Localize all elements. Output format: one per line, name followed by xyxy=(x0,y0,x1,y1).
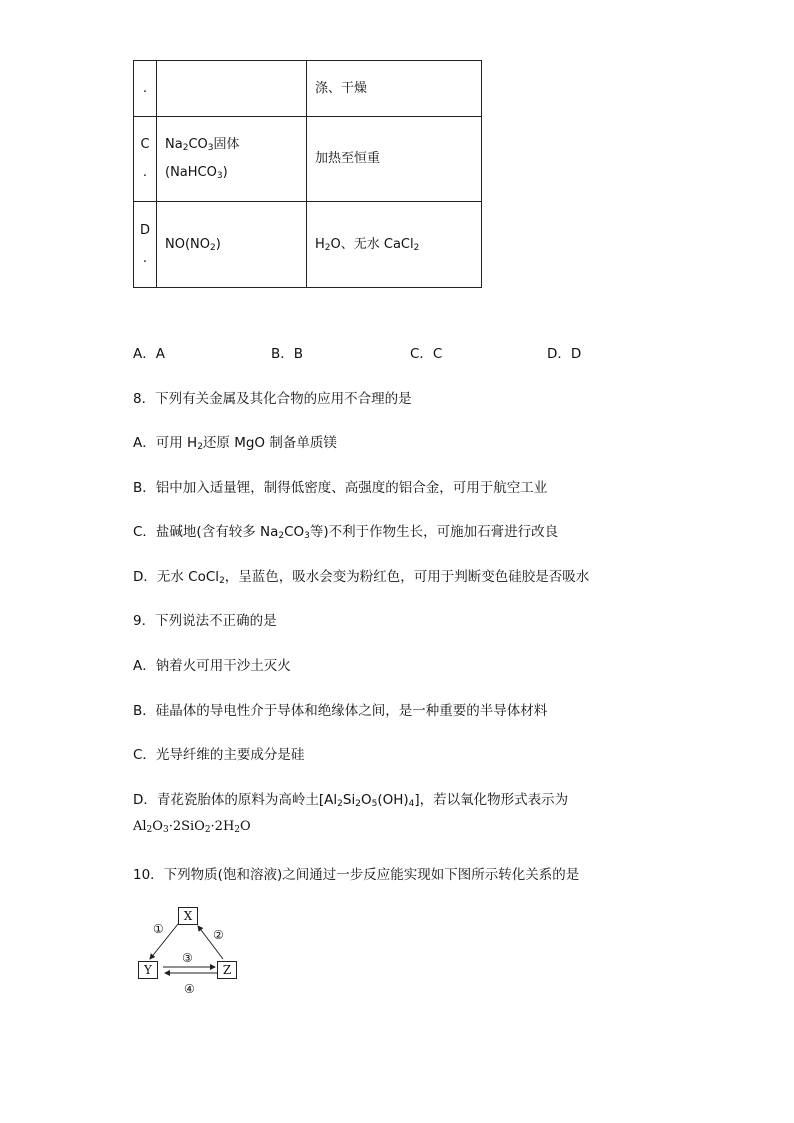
node-z: Z xyxy=(217,961,237,979)
option-label: C . xyxy=(134,117,157,202)
option-label: D . xyxy=(134,202,157,288)
q8-option-d[interactable]: D．无水 CoCl$_2$，呈蓝色，吸水会变为粉红色，可用于判断变色硅胶是否吸水 xyxy=(133,569,590,586)
q9-option-d-formula: $Al_2O_3\cdot 2SiO_2\cdot 2H_2O$ xyxy=(133,819,251,835)
label-four: ④ xyxy=(184,982,195,996)
substance-cell xyxy=(157,61,307,117)
substance-cell: $NO(NO_2)$ xyxy=(157,202,307,288)
q8-option-b[interactable]: B．铝中加入适量锂，制得低密度、高强度的铝合金，可用于航空工业 xyxy=(133,480,548,496)
method-cell: 加热至恒重 xyxy=(307,117,482,202)
q8-option-c[interactable]: C．盐碱地(含有较多 $Na_2CO_3$等)不利于作物生长，可施加石膏进行改良 xyxy=(133,524,559,541)
q9-option-c[interactable]: C．光导纤维的主要成分是硅 xyxy=(133,747,305,763)
q8-option-a[interactable]: A．可用 $H_2$还原 MgO 制备单质镁 xyxy=(133,435,337,452)
q9-option-a[interactable]: A．钠着火可用干沙土灭火 xyxy=(133,658,291,674)
table-row xyxy=(134,117,482,202)
table-row xyxy=(134,202,482,288)
node-x: X xyxy=(178,907,198,925)
substance-cell: $Na_2CO_3$固体 (NaHCO$_3$) xyxy=(157,117,307,202)
method-cell: 涤、干燥 xyxy=(307,61,482,117)
node-y: Y xyxy=(138,961,158,979)
options-table xyxy=(133,60,482,288)
q9-option-d[interactable]: D．青花瓷胎体的原料为高岭土$[Al_2Si_2O_5(OH)_4]$，若以氧化物形式表示为 xyxy=(133,792,569,809)
q10-stem: 10．下列物质(饱和溶液)之间通过一步反应能实现如下图所示转化关系的是 xyxy=(133,867,580,883)
table-row xyxy=(134,61,482,117)
q7-choice-d[interactable]: D．D xyxy=(547,346,582,362)
label-two: ② xyxy=(213,928,224,942)
option-label: . xyxy=(134,61,157,117)
q8-stem: 8．下列有关金属及其化合物的应用不合理的是 xyxy=(133,391,412,407)
method-cell: $H_2O$、无水 CaCl$_2$ xyxy=(307,202,482,288)
q7-choice-b[interactable]: B．B xyxy=(271,346,304,362)
q9-option-b[interactable]: B．硅晶体的导电性介于导体和绝缘体之间，是一种重要的半导体材料 xyxy=(133,703,548,719)
conversion-diagram xyxy=(133,902,253,1002)
label-one: ① xyxy=(153,922,164,936)
q7-choice-c[interactable]: C．C xyxy=(410,346,443,362)
q9-stem: 9．下列说法不正确的是 xyxy=(133,613,277,629)
label-three: ③ xyxy=(182,951,193,965)
q7-choice-a[interactable]: A．A xyxy=(133,346,165,362)
